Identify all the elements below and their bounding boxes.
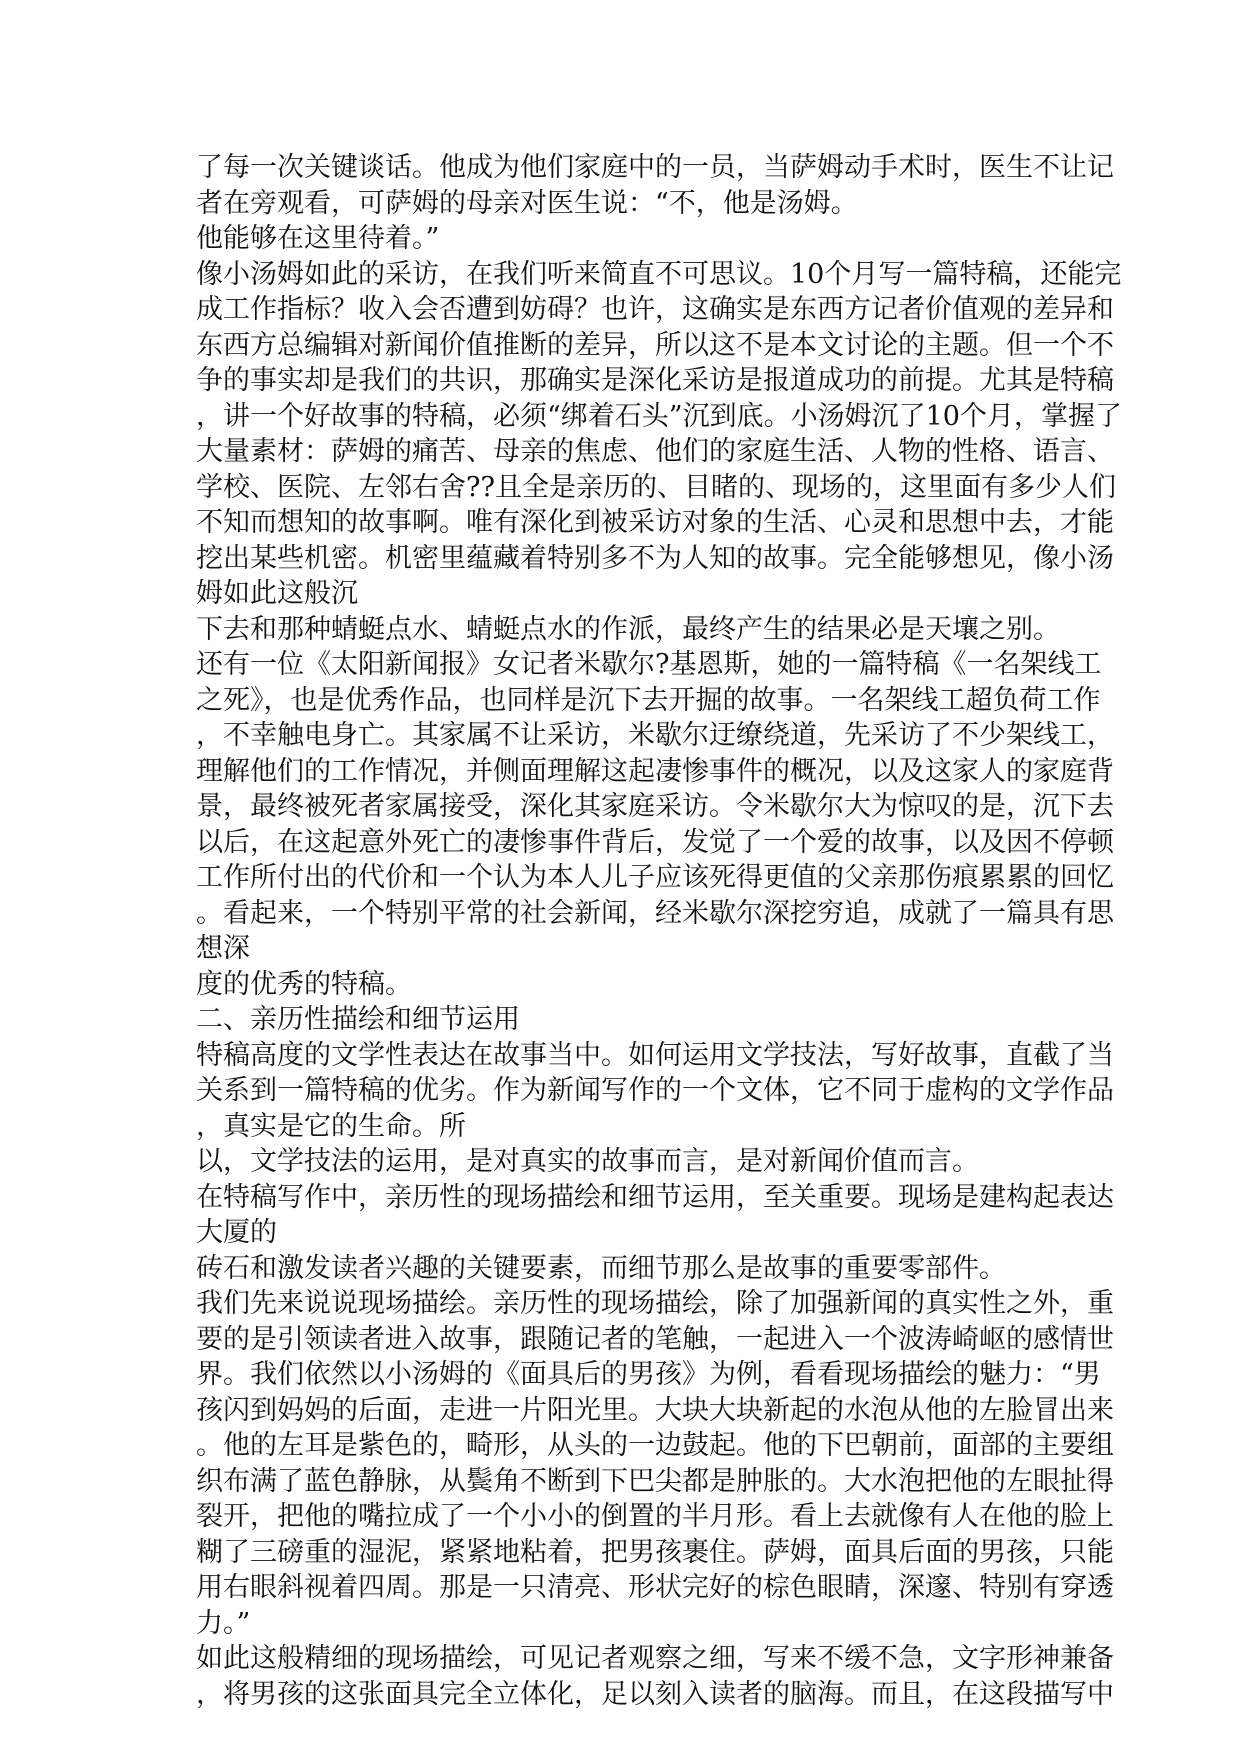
text-line: 挖出某些机密。机密里蕴藏着特别多不为人知的故事。完全能够想见，像小汤 [196, 542, 1114, 574]
text-line: 争的事实却是我们的共识，那确实是深化采访是报道成功的前提。尤其是特稿 [196, 365, 1114, 396]
text-line: 。他的左耳是紫色的，畸形，从头的一边鼓起。他的下巴朝前，面部的主要组 [196, 1430, 1114, 1461]
text-line: 姆如此这般沉 [196, 578, 358, 609]
text-line: 要的是引领读者进入故事，跟随记者的笔触，一起进入一个波涛崎岖的感情世 [196, 1323, 1114, 1355]
text-line: 孩闪到妈妈的后面，走进一片阳光里。大块大块新起的水泡从他的左脸冒出来 [196, 1394, 1114, 1426]
text-line: 度的优秀的特稿。 [196, 968, 412, 1000]
text-line: 如此这般精细的现场描绘，可见记者观察之细，写来不缓不急，文字形神兼备 [196, 1643, 1114, 1674]
text-line: 工作所付出的代价和一个认为本人儿子应该死得更值的父亲那伤痕累累的回忆 [196, 862, 1114, 893]
text-line: 他能够在这里待着。” [196, 223, 440, 254]
text-line: 砖石和激发读者兴趣的关键要素，而细节那么是故事的重要零部件。 [196, 1252, 1006, 1284]
text-line: 想深 [196, 933, 250, 964]
text-line: 者在旁观看，可萨姆的母亲对医生说：“不，他是汤姆。 [196, 187, 858, 219]
text-line: 。看起来，一个特别平常的社会新闻，经米歇尔深挖穷追，成就了一篇具有思 [196, 897, 1114, 929]
text-line: 了每一次关键谈话。他成为他们家庭中的一员，当萨姆动手术时，医生不让记 [196, 152, 1114, 183]
text-line: 以后，在这起意外死亡的凄惨事件背后，发觉了一个爱的故事，以及因不停顿 [196, 826, 1114, 858]
body-text [196, 150, 1122, 1712]
text-line: 成工作指标？收入会否遭到妨碍？也许，这确实是东西方记者价值观的差异和 [196, 294, 1114, 325]
text-line: 景，最终被死者家属接受，深化其家庭采访。令米歇尔大为惊叹的是，沉下去 [196, 791, 1114, 822]
text-line: ，将男孩的这张面具完全立体化，足以刻入读者的脑海。而且，在这段描写中 [196, 1678, 1114, 1710]
text-line: 下去和那种蜻蜓点水、蜻蜓点水的作派，最终产生的结果必是天壤之别。 [196, 613, 1060, 645]
text-line: 大量素材：萨姆的痛苦、母亲的焦虑、他们的家庭生活、人物的性格、语言、 [196, 436, 1114, 467]
text-line: 力。” [196, 1607, 251, 1639]
text-line: 二、亲历性描绘和细节运用 [196, 1004, 520, 1035]
text-line: ，不幸触电身亡。其家属不让采访，米歇尔迂缭绕道，先采访了不少架线工， [196, 720, 1114, 751]
text-line: 学校、医院、左邻右舍??且全是亲历的、目睹的、现场的，这里面有多少人们 [196, 471, 1116, 503]
text-line: 在特稿写作中，亲历性的现场描绘和细节运用，至关重要。现场是建构起表达 [196, 1181, 1114, 1213]
text-line: 界。我们依然以小汤姆的《面具后的男孩》为例，看看现场描绘的魅力：“男 [196, 1359, 1101, 1390]
text-line: 还有一位《太阳新闻报》女记者米歇尔?基恩斯，她的一篇特稿《一名架线工 [196, 649, 1102, 680]
text-line: 不知而想知的故事啊。唯有深化到被采访对象的生活、心灵和思想中去，才能 [196, 507, 1114, 538]
text-line: ，讲一个好故事的特稿，必须“绑着石头”沉到底。小汤姆沉了10个月，掌握了 [196, 400, 1122, 432]
text-line: 织布满了蓝色静脉，从鬓角不断到下巴尖都是肿胀的。大水泡把他的左眼扯得 [196, 1465, 1114, 1497]
text-line: 大厦的 [196, 1217, 277, 1248]
text-line: 之死》，也是优秀作品，也同样是沉下去开掘的故事。一名架线工超负荷工作 [196, 684, 1101, 716]
text-line: 特稿高度的文学性表达在故事当中。如何运用文学技法，写好故事，直截了当 [196, 1039, 1114, 1071]
text-line: ，真实是它的生命。所 [196, 1110, 466, 1142]
text-line: 我们先来说说现场描绘。亲历性的现场描绘，除了加强新闻的真实性之外，重 [196, 1288, 1114, 1319]
text-line: 用右眼斜视着四周。那是一只清亮、形状完好的棕色眼睛，深邃、特别有穿透 [196, 1572, 1114, 1603]
text-line: 东西方总编辑对新闻价值推断的差异，所以这不是本文讨论的主题。但一个不 [196, 329, 1114, 361]
text-line: 裂开，把他的嘴拉成了一个小小的倒置的半月形。看上去就像有人在他的脸上 [196, 1501, 1114, 1532]
text-line: 关系到一篇特稿的优劣。作为新闻写作的一个文体，它不同于虚构的文学作品 [196, 1075, 1114, 1106]
text-line: 像小汤姆如此的采访，在我们听来简直不可思议。10个月写一篇特稿，还能完 [196, 258, 1122, 290]
text-line: 以，文学技法的运用，是对真实的故事而言，是对新闻价值而言。 [196, 1146, 979, 1177]
text-line: 糊了三磅重的湿泥，紧紧地粘着，把男孩裹住。萨姆，面具后面的男孩，只能 [196, 1536, 1114, 1568]
text-line: 理解他们的工作情况，并侧面理解这起凄惨事件的概况，以及这家人的家庭背 [196, 755, 1114, 787]
